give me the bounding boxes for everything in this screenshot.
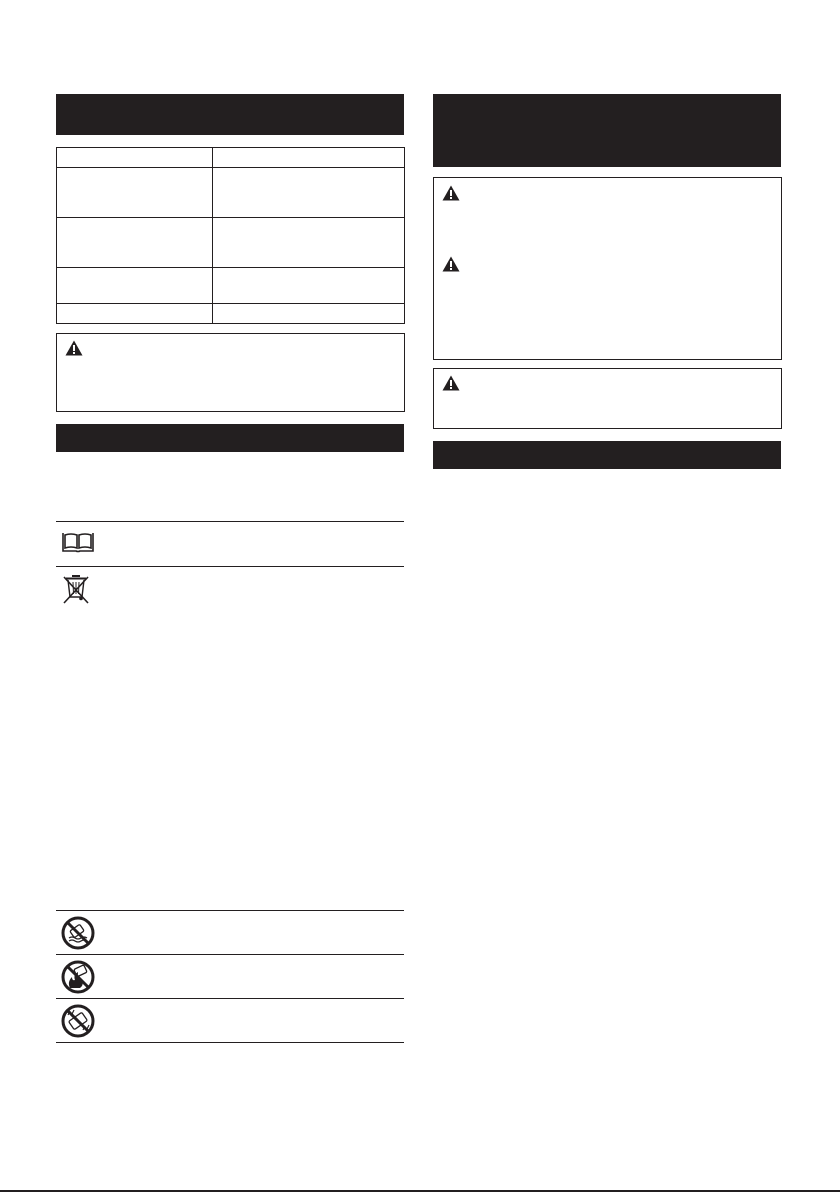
- no-water-battery-icon: [61, 916, 95, 950]
- table-cell: [57, 168, 213, 218]
- specifications-header: [56, 94, 404, 135]
- table-row: [57, 304, 405, 324]
- warning-triangle-icon: [442, 256, 460, 272]
- symbols-header: [56, 424, 404, 452]
- specifications-warning-box: [56, 333, 405, 412]
- read-manual-icon: [62, 531, 94, 553]
- table-cell: [57, 218, 213, 268]
- divider: [56, 910, 404, 911]
- no-rain-battery-icon: [61, 1004, 95, 1038]
- warning-triangle-icon: [65, 340, 83, 356]
- table-row: [57, 148, 405, 168]
- divider: [56, 954, 404, 955]
- table-cell: [57, 148, 213, 168]
- safety-warnings-header: [433, 94, 781, 167]
- table-cell: [213, 304, 405, 324]
- divider: [56, 521, 404, 522]
- table-cell: [57, 268, 213, 304]
- general-header: [433, 441, 781, 469]
- table-row: [57, 168, 405, 218]
- no-fire-battery-icon: [61, 960, 95, 994]
- table-row: [57, 268, 405, 304]
- divider: [56, 998, 404, 999]
- divider: [56, 566, 404, 567]
- warning-triangle-icon: [442, 375, 460, 391]
- caution-box: [433, 368, 782, 429]
- table-cell: [213, 218, 405, 268]
- table-cell: [57, 304, 213, 324]
- divider: [56, 1042, 404, 1043]
- crossed-out-wheeled-bin-icon: [62, 574, 90, 604]
- table-cell: [213, 148, 405, 168]
- specifications-table: [56, 147, 405, 324]
- table-row: [57, 218, 405, 268]
- warning-triangle-icon: [442, 185, 460, 201]
- safety-warning-box: [433, 177, 782, 360]
- table-cell: [213, 168, 405, 218]
- table-cell: [213, 268, 405, 304]
